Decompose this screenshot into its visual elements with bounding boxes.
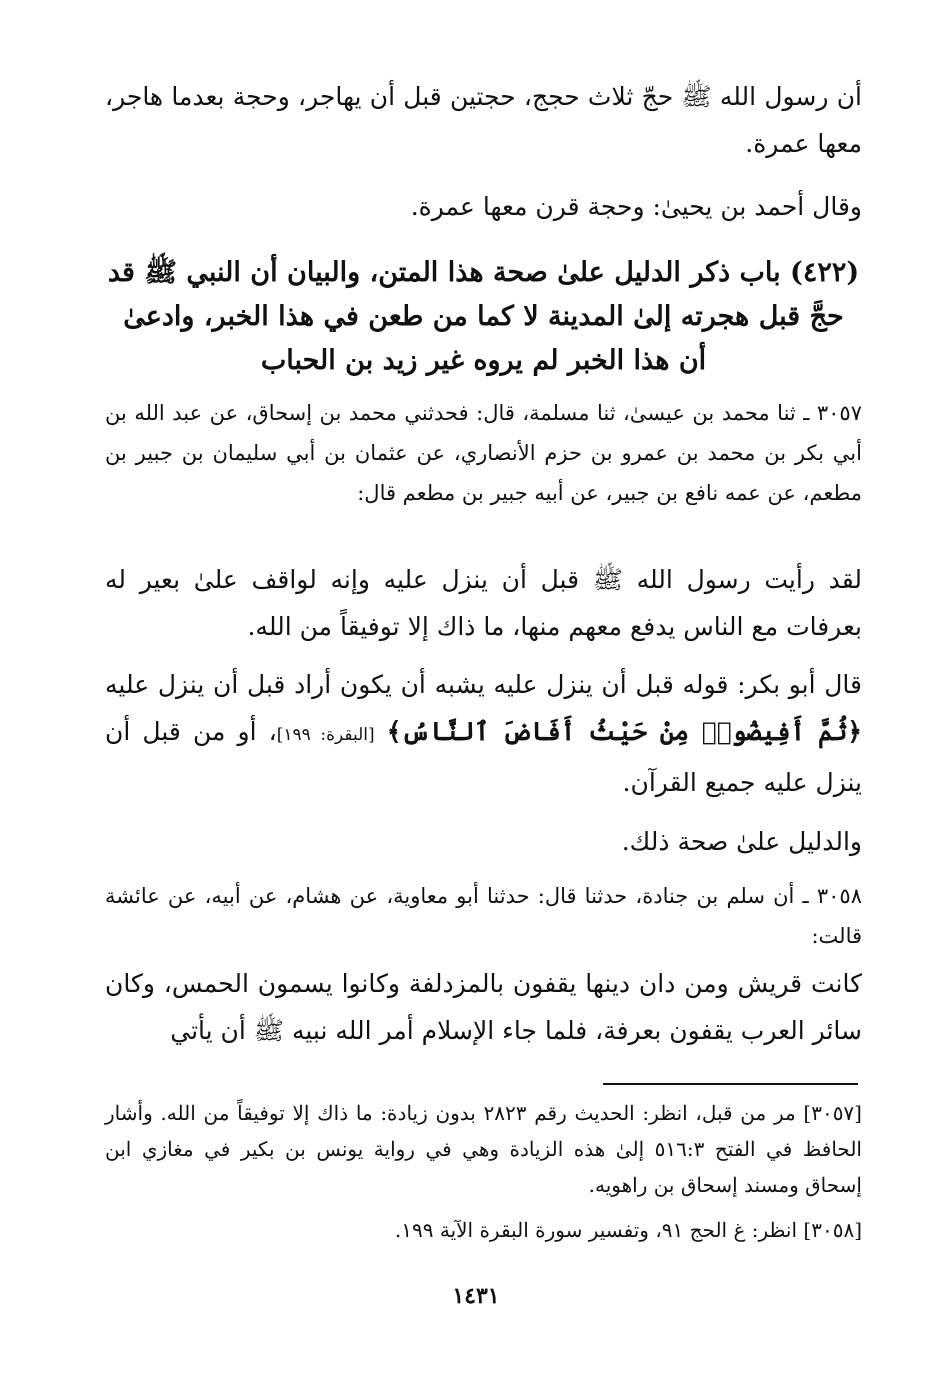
hadith-3058-chain: ٣٠٥٨ ـ أن سلم بن جنادة، حدثنا قال: حدثنا أبو معاوية، عن هشام، عن أبيه، عن عائشة قالت: — [105, 884, 862, 948]
abu-bakr-comment — [105, 661, 862, 806]
paragraph-ahmad-ibn-yahya: وقال أحمد بن يحيىٰ: وحجة قرن معها عمرة. — [410, 192, 862, 221]
footnote-divider — [603, 1083, 858, 1085]
quran-reference: [البقرة: ١٩٩] — [276, 725, 375, 745]
chapter-heading: (٤٢٢) باب ذكر الدليل علىٰ صحة هذا المتن، والبيان أن النبي ﷺ قد حجَّ قبل هجرته إلىٰ المدينة لا كما من طعن في هذا الخبر، وادعىٰ أن هذا الخبر لم يروه غير زيد بن الحباب — [107, 257, 860, 376]
abu-bakr-start: قال أبو بكر: قوله قبل أن ينزل عليه يشبه أن يكون أراد قبل أن ينزل عليه — [105, 670, 862, 699]
page-number: ١٤٣١ — [452, 1283, 500, 1309]
quran-verse: ﴿ثُمَّ أَفِيضُوا۟ مِنْ حَيْثُ أَفَاضَ ٱلنَّاسُ﴾ — [386, 717, 862, 746]
footnote-3057: [٣٠٥٧] مر من قبل، انظر: الحديث رقم ٢٨٢٣ بدون زيادة: ما ذاك إلا توفيقاً من الله. وأشار الحافظ في الفتح ٥١٦:٣ إلىٰ هذه الزيادة وهي في رواية يونس بن بكير في مغازي ابن إسحاق ومسند إسحاق بن راهويه. — [105, 1101, 862, 1197]
paragraph-hajj-count: أن رسول الله ﷺ حجّ ثلاث حجج، حجتين قبل أن يهاجر، وحجة بعدما هاجر، معها عمرة. — [105, 82, 862, 158]
footnote-3058: [٣٠٥٨] انظر: غ الحج ٩١، وتفسير سورة البقرة الآية ١٩٩. — [394, 1218, 862, 1242]
hadith-3057-text: لقد رأيت رسول الله ﷺ قبل أن ينزل عليه وإنه لواقف علىٰ بعير له بعرفات مع الناس يدفع معهم منها، ما ذاك إلا توفيقاً من الله. — [105, 565, 862, 641]
hadith-3058-text: كانت قريش ومن دان دينها يقفون بالمزدلفة وكانوا يسمون الحمس، وكان سائر العرب يقفون بعرفة، فلما جاء الإسلام أمر الله نبيه ﷺ أن يأتي — [105, 969, 862, 1045]
hadith-3057-chain: ٣٠٥٧ ـ ثنا محمد بن عيسىٰ، ثنا مسلمة، قال: فحدثني محمد بن إسحاق، عن عبد الله بن أبي بكر بن محمد بن عمرو بن حزم الأنصاري، عن عثمان بن أبي سليمان بن جبير بن مطعم، عن عمه نافع بن جبير، عن أبيه جبير بن مطعم قال: — [105, 401, 862, 505]
evidence-line: والدليل علىٰ صحة ذلك. — [621, 827, 862, 856]
abu-bakr-end: ، أو من قبل أن ينزل عليه جميع القرآن. — [105, 717, 862, 797]
